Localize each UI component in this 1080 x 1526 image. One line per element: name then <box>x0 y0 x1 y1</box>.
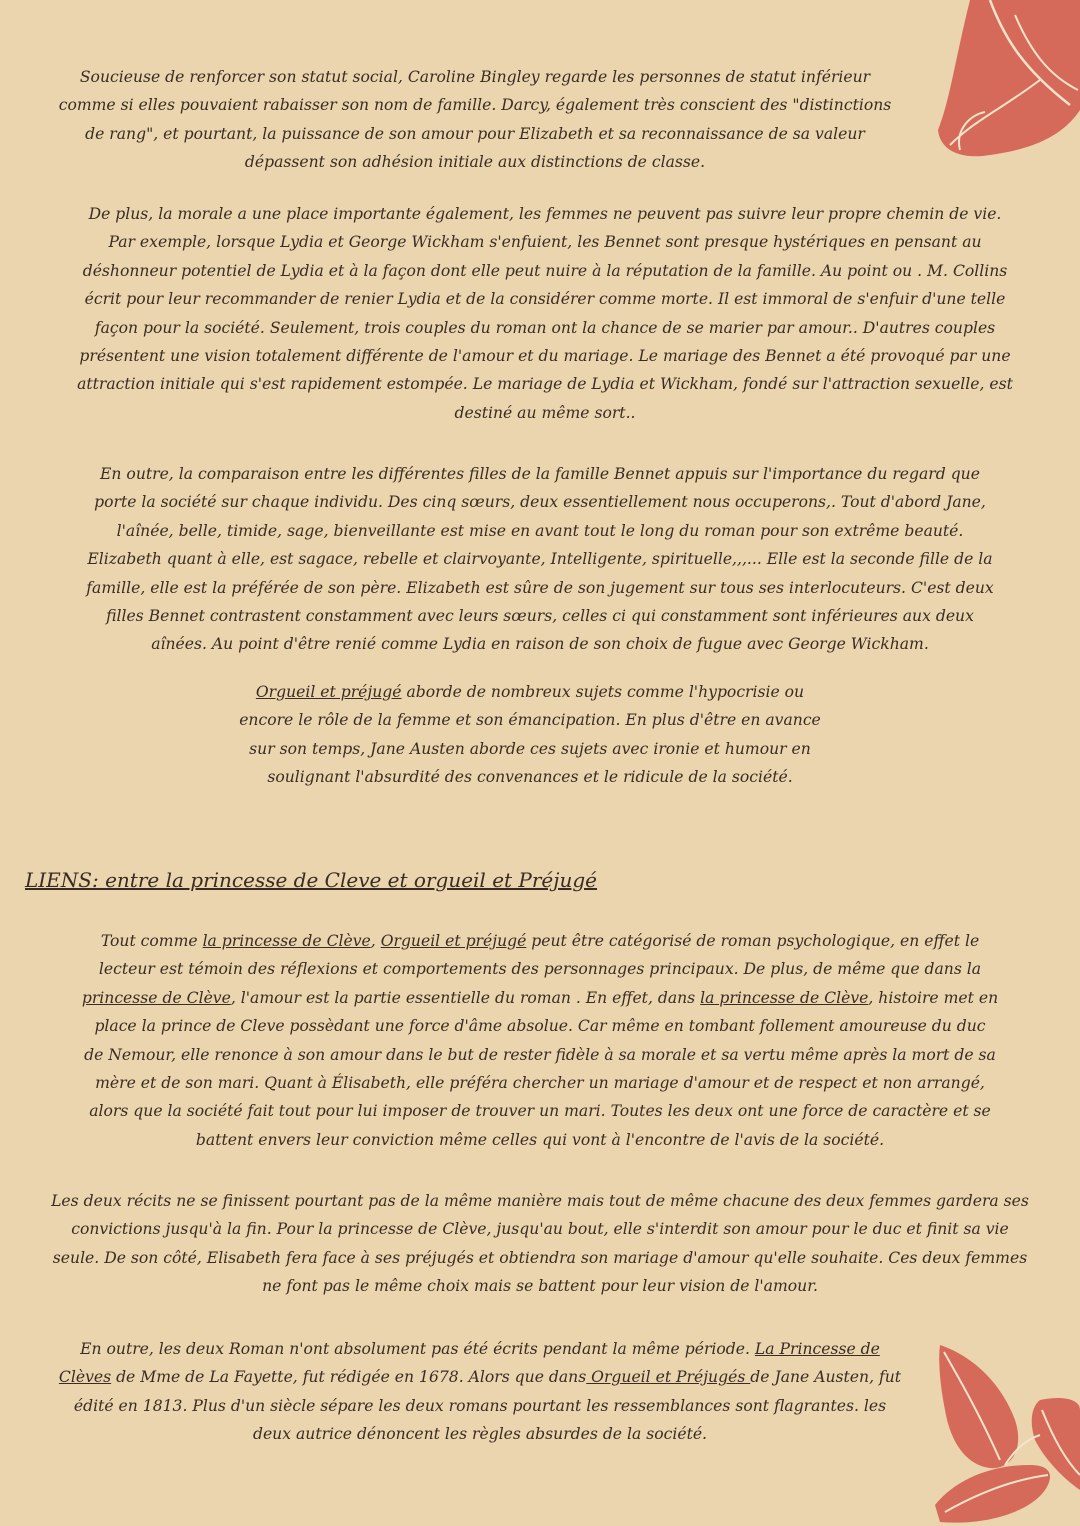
text-line: soulignant l'absurdité des convenances et le ridicule de la société. <box>267 768 793 787</box>
text-line: sur son temps, Jane Austen aborde ces sujets avec ironie et humour en <box>249 739 811 758</box>
text-line: Les deux récits ne se finissent pourtant pas de la même manière mais tout de même chacune des deux femmes gardera ses <box>51 1192 1029 1210</box>
paragraph-4 <box>200 678 860 792</box>
text-line: aînées. Au point d'être renié comme Lydia en raison de son choix de fugue avec George Wickham. <box>151 635 929 654</box>
book-title-link: Orgueil et préjugé <box>255 683 402 701</box>
text-span: de Jane Austen, fut <box>750 1368 902 1387</box>
text-line: dépassent son adhésion initiale aux distinctions de classe. <box>244 153 706 172</box>
text-line: Elizabeth quant à elle, est sagace, rebelle et clairvoyante, Intelligente, spirituelle,,,... Elle est la seconde fille de la <box>87 550 993 569</box>
text-line: l'aînée, belle, timide, sage, bienveillante est mise en avant tout le long du roman pour son extrême beauté. <box>116 521 964 540</box>
flower-petals-icon <box>930 1340 1080 1526</box>
text-line <box>40 984 1040 1012</box>
paragraph-7 <box>30 1335 930 1449</box>
text-span: peut être catégorisé de roman psychologique, en effet le <box>526 932 980 950</box>
paragraph-2 <box>40 200 1050 427</box>
text-line: alors que la société fait tout pour lui imposer de trouver un mari. Toutes les deux ont une force de caractère et se <box>89 1102 991 1121</box>
text-line: seule. De son côté, Elisabeth fera face à ses préjugés et obtiendra son mariage d'amour qu'elle souhaite. Ces deux femmes <box>52 1248 1028 1267</box>
text-line: destiné au même sort.. <box>454 403 636 422</box>
book-title-link: Orgueil et préjugé <box>380 932 527 950</box>
book-title-link: la princesse de Clève <box>700 988 869 1007</box>
text-span: aborde de nombreux sujets comme l'hypocrisie ou <box>401 683 805 701</box>
text-span: Tout comme <box>100 932 203 950</box>
text-line: écrit pour leur recommander de renier Lydia et de la considérer comme morte. Il est immoral de s'enfuir d'une telle <box>84 290 1006 309</box>
text-line: deux autrice dénoncent les règles absurdes de la société. <box>252 1425 708 1444</box>
text-span: , <box>370 932 381 950</box>
text-line: battent envers leur conviction même celles qui vont à l'encontre de l'avis de la société. <box>195 1130 885 1149</box>
text-line: présentent une vision totalement différente de l'amour et du mariage. Le mariage des Bennet a été provoqué par une <box>79 347 1011 366</box>
text-line <box>40 927 1040 955</box>
text-line <box>30 1363 930 1391</box>
book-title-link: princesse de Clève <box>81 988 231 1007</box>
paragraph-5 <box>40 927 1040 1154</box>
flower-petals-icon <box>930 0 1080 180</box>
text-span: de Mme de La Fayette, fut rédigée en 1678. Alors que dans <box>111 1368 587 1387</box>
text-line: déshonneur potentiel de Lydia et à la façon dont elle peut nuire à la réputation de la famille. Au point ou . M. Collins <box>82 261 1008 280</box>
text-line: mère et de son mari. Quant à Élisabeth, elle préféra chercher un mariage d'amour et de respect et non arrangé, <box>95 1074 985 1093</box>
text-line: façon pour la société. Seulement, trois couples du roman ont la chance de se marier par amour.. D'autres couples <box>94 318 996 337</box>
text-span: En outre, les deux Roman n'ont absolument pas été écrits pendant la même période. <box>80 1340 755 1358</box>
text-span: , l'amour est la partie essentielle du roman . En effet, dans <box>230 988 701 1007</box>
text-line: En outre, la comparaison entre les différentes filles de la famille Bennet appuis sur l'importance du regard que <box>100 465 980 483</box>
text-line: De plus, la morale a une place importante également, les femmes ne peuvent pas suivre leur propre chemin de vie. <box>88 205 1002 223</box>
book-title-link: la princesse de Clève <box>202 932 371 950</box>
text-line: porte la société sur chaque individu. Des cinq sœurs, deux essentiellement nous occuperons,. Tout d'abord Jane, <box>94 493 986 512</box>
text-line: édité en 1813. Plus d'un siècle sépare les deux romans pourtant les ressemblances sont flagrantes. les <box>73 1396 887 1415</box>
text-span: , histoire met en <box>868 988 999 1007</box>
book-title-link: Orgueil et Préjugés <box>586 1368 751 1387</box>
text-line: Soucieuse de renforcer son statut social, Caroline Bingley regarde les personnes de statut inférieur <box>79 68 871 86</box>
paragraph-6 <box>15 1187 1065 1301</box>
text-line: attraction initiale qui s'est rapidement estompée. Le mariage de Lydia et Wickham, fondé sur l'attraction sexuelle, est <box>77 375 1013 394</box>
text-line: ne font pas le même choix mais se battent pour leur vision de l'amour. <box>262 1277 818 1296</box>
text-line: convictions jusqu'à la fin. Pour la princesse de Clève, jusqu'au bout, elle s'interdit son amour pour le duc et finit sa vie <box>71 1220 1009 1239</box>
book-title-link: La Princesse de <box>754 1340 880 1358</box>
text-line: lecteur est témoin des réflexions et comportements des personnages principaux. De plus, de même que dans la <box>98 960 982 979</box>
book-title-link: Clèves <box>58 1368 112 1387</box>
paragraph-1 <box>20 63 930 177</box>
text-line: filles Bennet contrastent constamment avec leurs sœurs, celles ci qui constamment sont inférieures aux deux <box>106 607 974 626</box>
text-line: famille, elle est la préférée de son père. Elizabeth est sûre de son jugement sur tous ses interlocuteurs. C'est deux <box>86 578 994 597</box>
text-line <box>30 1335 930 1363</box>
section-heading: LIENS: entre la princesse de Cleve et orgueil et Préjugé <box>25 868 597 892</box>
text-line: encore le rôle de la femme et son émancipation. En plus d'être en avance <box>239 711 821 730</box>
text-line: de Nemour, elle renonce à son amour dans le but de rester fidèle à sa morale et sa vertu même après la mort de sa <box>84 1045 996 1064</box>
text-line: Par exemple, lorsque Lydia et George Wickham s'enfuient, les Bennet sont presque hystériques en pensant au <box>108 233 982 252</box>
text-line: comme si elles pouvaient rabaisser son nom de famille. Darcy, également très conscient des "distinctions <box>58 96 892 115</box>
text-line: de rang", et pourtant, la puissance de son amour pour Elizabeth et sa reconnaissance de sa valeur <box>85 124 865 143</box>
text-line <box>200 678 860 706</box>
text-line: place la prince de Cleve possèdant une force d'âme absolue. Car même en tombant follement amoureuse du duc <box>94 1017 986 1036</box>
paragraph-3 <box>40 460 1040 659</box>
